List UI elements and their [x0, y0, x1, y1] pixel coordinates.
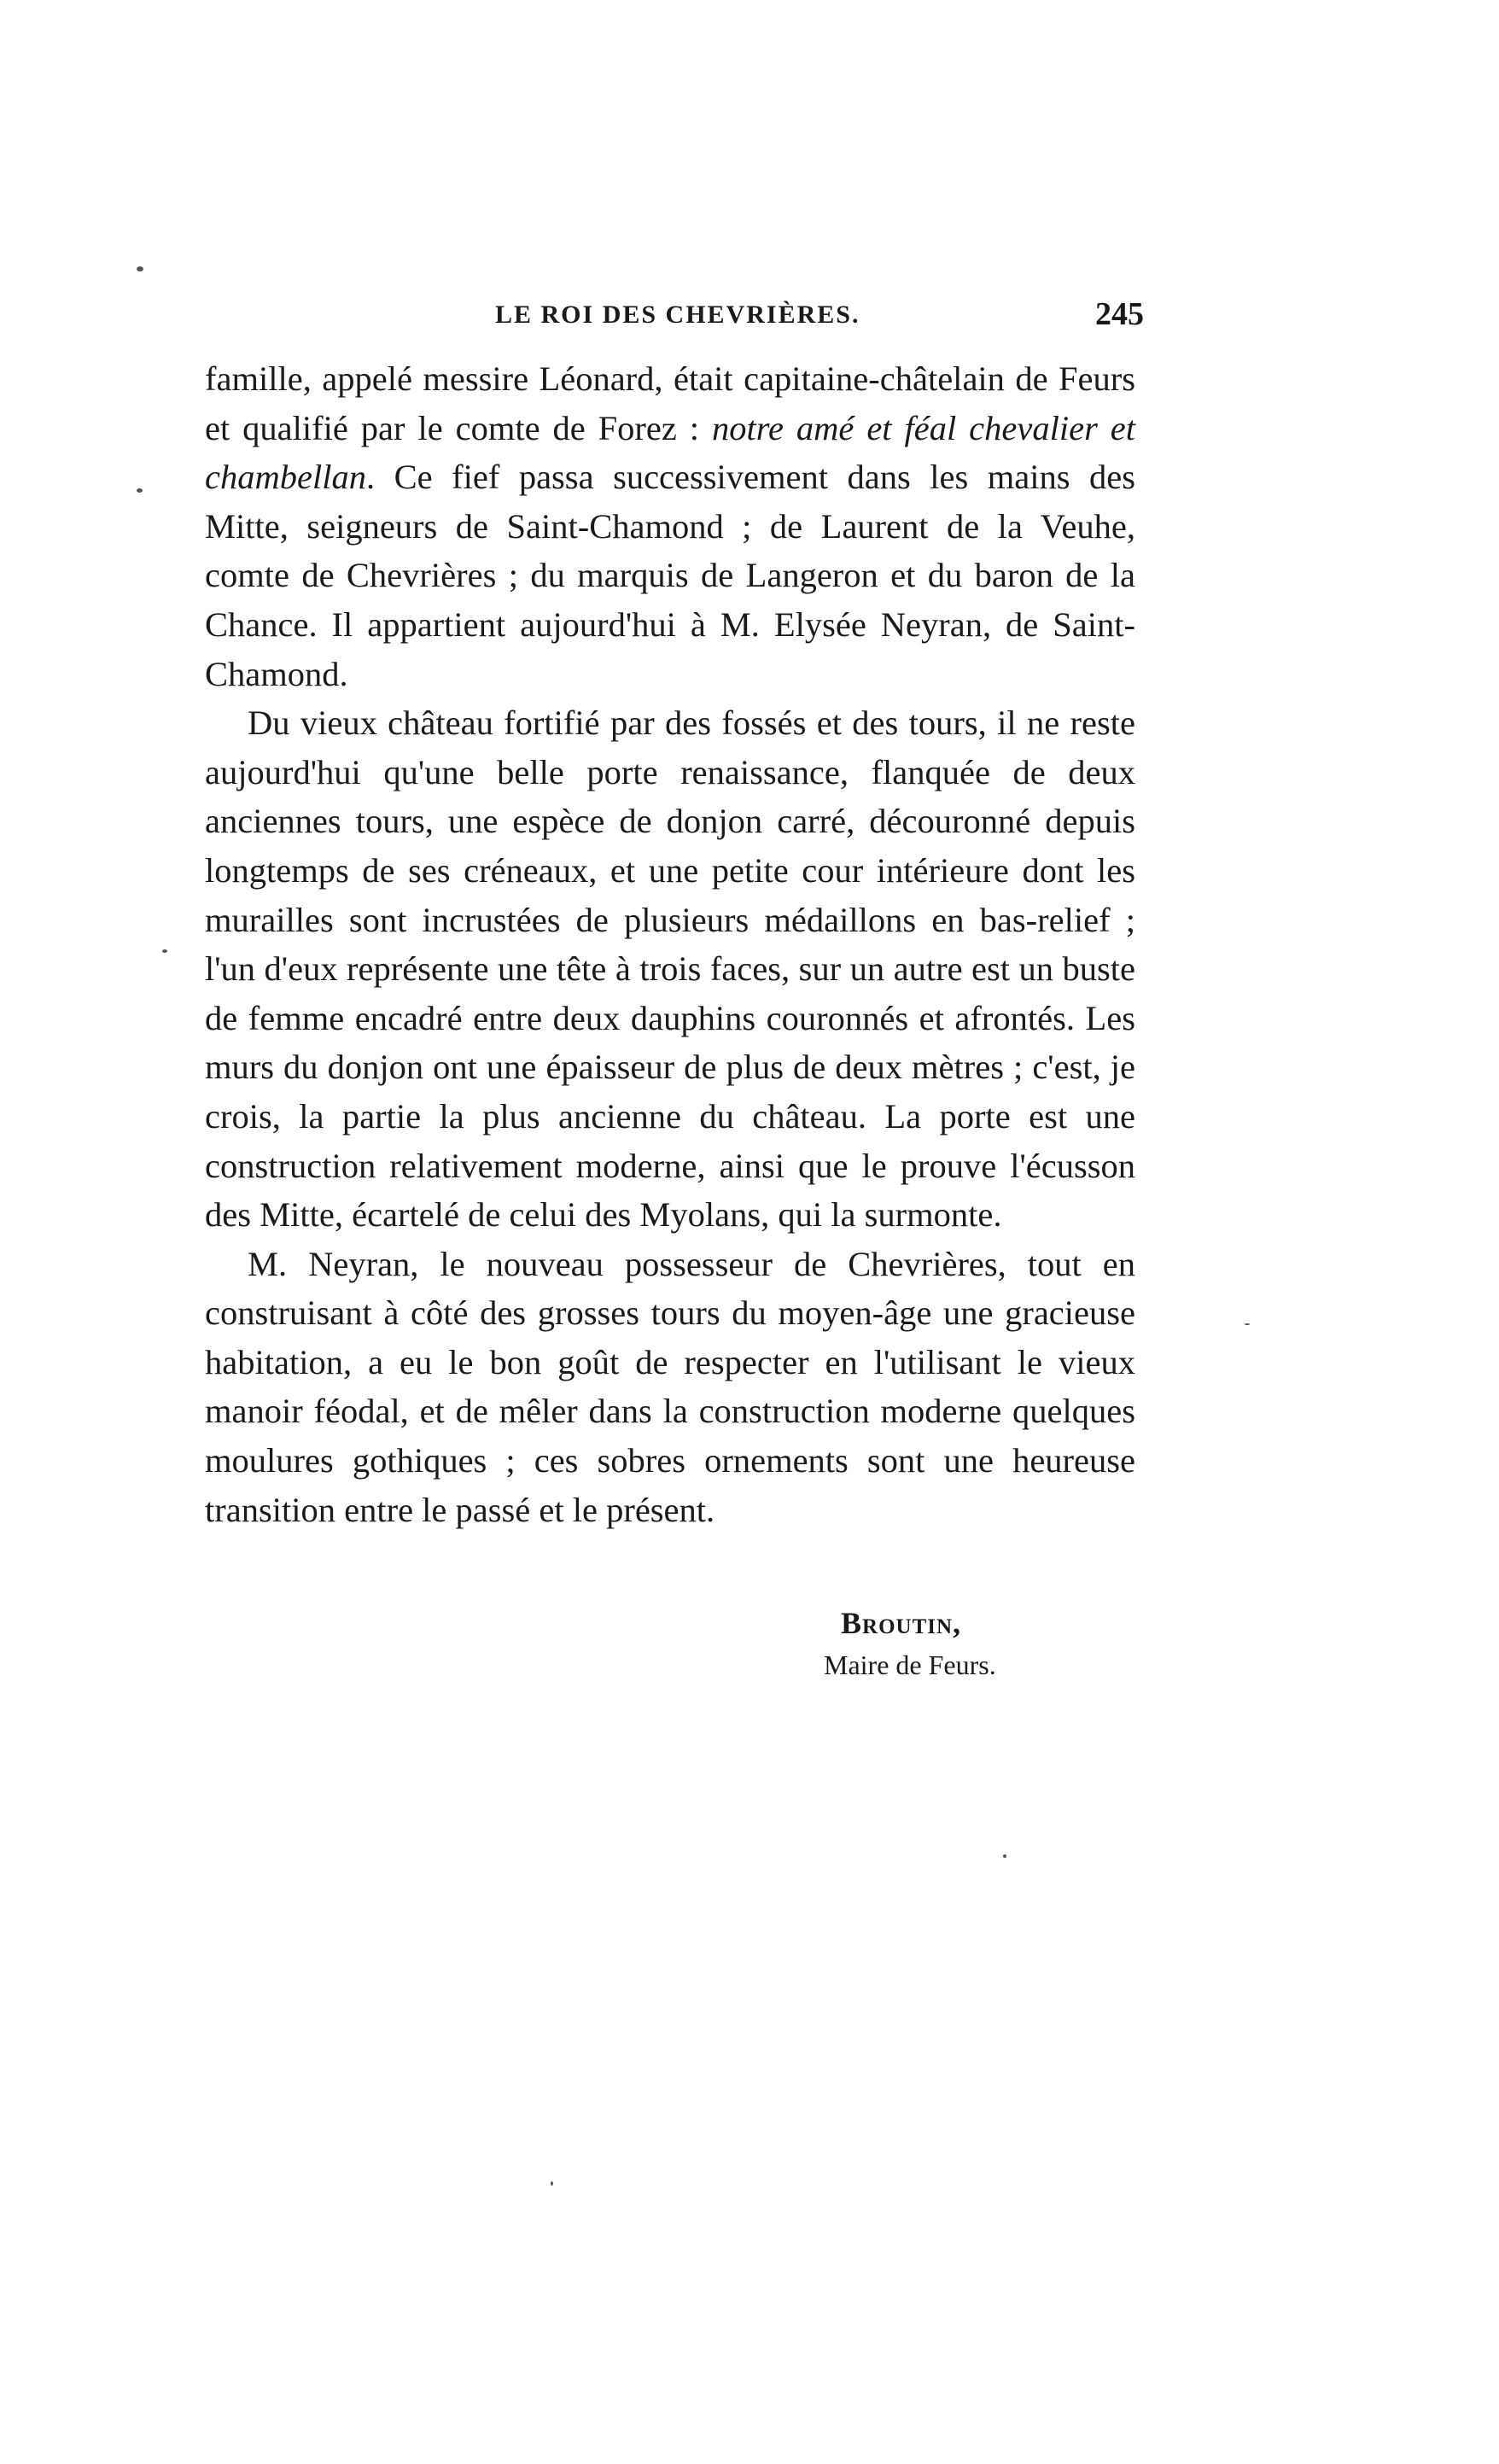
running-title: LE ROI DES CHEVRIÈRES. [495, 301, 860, 329]
paragraph-3: M. Neyran, le nouveau possesseur de Chevrières, tout en construisant à côté des grosses tours du moyen-âge une gracieuse habitation, a eu le bon goût de respecter en l'utilisant le vieux manoir féodal, et de mêler dans la construction moderne quelques moulures gothiques ; ces sobres ornements sont une heureuse transition entre le passé et le présent. [205, 1244, 1135, 1529]
scan-speck [551, 2181, 553, 2186]
paragraph-1-emphasis: notre amé et féal chevalier et chambellan [205, 408, 1135, 497]
scan-speck [137, 488, 143, 493]
signature-title: Maire de Feurs. [824, 1649, 996, 1680]
scan-speck [1245, 1323, 1250, 1325]
page-header [205, 296, 1144, 343]
paragraph-1 [205, 354, 1135, 698]
paragraph-1-text-a: famille, appelé messire Léonard, était capitaine-châtelain de Feurs et qualifié par le comte de Forez : [205, 359, 1135, 447]
paragraph-1-text-b: . Ce fief passa successivement dans les mains des Mitte, seigneurs de Saint-Chamond ; de Laurent de la Veuhe, comte de Chevrières ; du marquis de Langeron et du baron de la Chance. Il appartient aujourd'hui à M. Elysée Neyran, de Saint-Chamond. [205, 458, 1135, 693]
page-number: 245 [1095, 296, 1144, 332]
signature-name: Broutin, [841, 1606, 962, 1640]
scan-speck [137, 266, 143, 272]
body-text [205, 354, 1135, 1534]
signature-block [824, 1605, 1182, 1681]
paragraph-2: Du vieux château fortifié par des fossés et des tours, il ne reste aujourd'hui qu'une belle porte renaissance, flanquée de deux anciennes tours, une espèce de donjon carré, découronné depuis longtemps de ses créneaux, et une petite cour intérieure dont les murailles sont incrustées de plusieurs médaillons en bas-relief ; l'un d'eux représente une tête à trois faces, sur un autre est un buste de femme encadré entre deux dauphins couronnés et afrontés. Les murs du donjon ont une épaisseur de plus de deux mètres ; c'est, je crois, la partie la plus ancienne du château. La porte est une construction relativement moderne, ainsi que le prouve l'écusson des Mitte, écartelé de celui des Myolans, qui la surmonte. [205, 704, 1135, 1235]
scan-speck [1003, 1854, 1006, 1858]
scan-speck [162, 949, 167, 953]
